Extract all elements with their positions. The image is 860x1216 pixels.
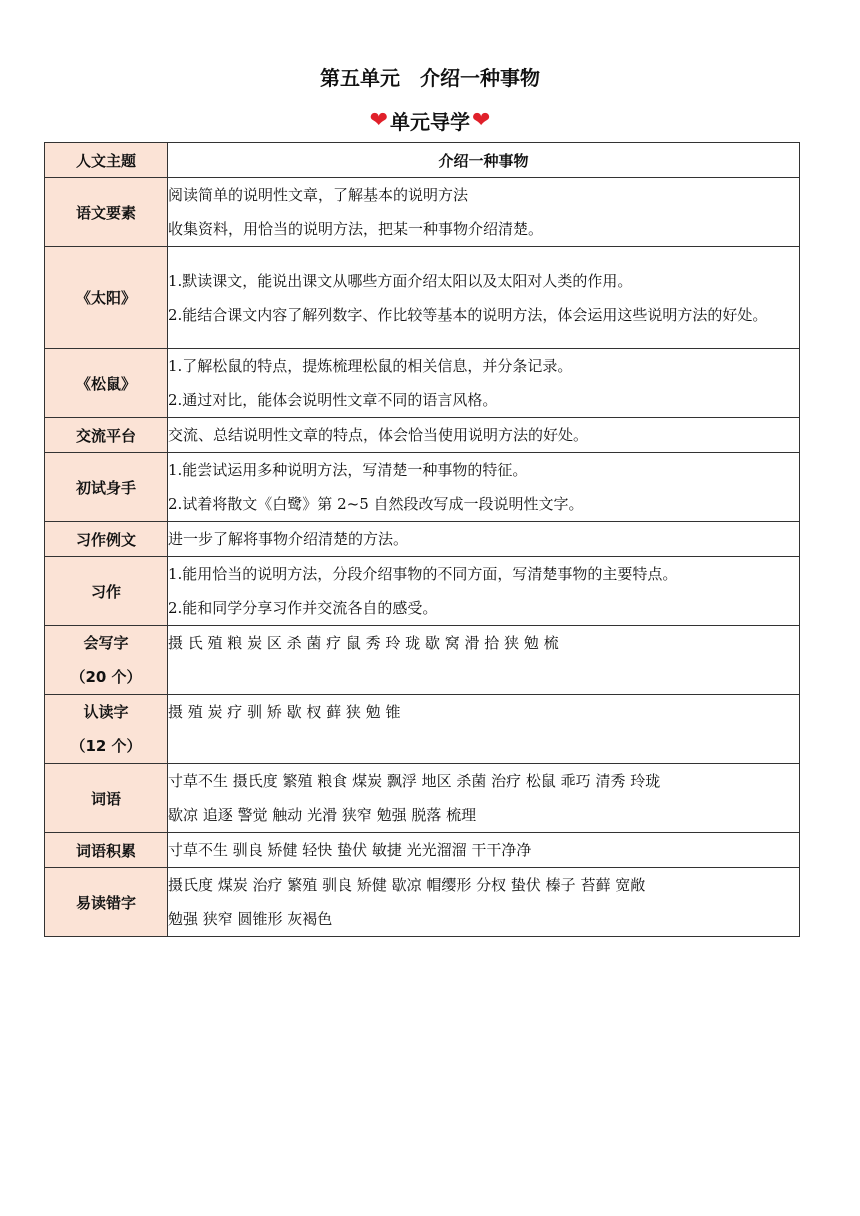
content-line: 2.通过对比，能体会说明性文章不同的语言风格。 <box>168 391 498 409</box>
row-label: 初试身手 <box>45 453 168 522</box>
content-line: 1.了解松鼠的特点，提炼梳理松鼠的相关信息，并分条记录。 <box>168 357 573 375</box>
row-content <box>168 143 800 178</box>
content-line: 交流、总结说明性文章的特点，体会恰当使用说明方法的好处。 <box>168 426 589 444</box>
table-row <box>45 522 800 557</box>
row-label-count: （20 个） <box>70 668 142 686</box>
content-line: 2.能结合课文内容了解列数字、作比较等基本的说明方法，体会运用这些说明方法的好处。 <box>168 305 768 324</box>
row-content <box>168 833 800 868</box>
content-line: 收集资料，用恰当的说明方法，把某一种事物介绍清楚。 <box>168 220 544 238</box>
row-label <box>45 695 168 764</box>
content-line: 1.能用恰当的说明方法，分段介绍事物的不同方面，写清楚事物的主要特点。 <box>168 565 678 583</box>
row-content <box>168 626 800 695</box>
content-line: 2.试着将散文《白鹭》第 2~5 自然段改写成一段说明性文字。 <box>168 495 584 513</box>
table-row <box>45 178 800 247</box>
table-row <box>45 833 800 868</box>
content-line: 介绍一种事物 <box>438 151 529 170</box>
content-line: 摄 氏 殖 粮 炭 区 杀 菌 疗 鼠 秀 玲 珑 歇 窝 滑 拾 狭 勉 梳 <box>168 634 559 652</box>
row-label: 习作 <box>45 557 168 626</box>
unit-guide-table <box>44 142 800 937</box>
row-content <box>168 695 800 764</box>
row-label: 《松鼠》 <box>45 349 168 418</box>
row-label: 词语积累 <box>45 833 168 868</box>
row-label-count: （12 个） <box>70 737 142 755</box>
subtitle-text: 单元导学 <box>390 110 470 134</box>
row-content <box>168 247 800 349</box>
row-label: 人文主题 <box>45 143 168 178</box>
table-row <box>45 143 800 178</box>
content-line: 摄氏度 煤炭 治疗 繁殖 驯良 矫健 歇凉 帽缨形 分杈 蛰伏 榛子 苔藓 宽敞 <box>168 876 646 894</box>
row-content <box>168 453 800 522</box>
row-label: 习作例文 <box>45 522 168 557</box>
row-label: 语文要素 <box>45 178 168 247</box>
row-label: 词语 <box>45 764 168 833</box>
row-content <box>168 522 800 557</box>
row-content <box>168 764 800 833</box>
table-row <box>45 695 800 764</box>
row-content <box>168 178 800 247</box>
table-row <box>45 626 800 695</box>
row-content <box>168 868 800 937</box>
content-line: 寸草不生 驯良 矫健 轻快 蛰伏 敏捷 光光溜溜 干干净净 <box>168 841 532 859</box>
content-line: 勉强 狭窄 圆锥形 灰褐色 <box>168 910 333 928</box>
content-line: 1.能尝试运用多种说明方法，写清楚一种事物的特征。 <box>168 461 528 479</box>
content-line: 阅读简单的说明性文章，了解基本的说明方法 <box>168 186 469 204</box>
table-row <box>45 764 800 833</box>
row-label: 易读错字 <box>45 868 168 937</box>
content-line: 1.默读课文，能说出课文从哪些方面介绍太阳以及太阳对人类的作用。 <box>168 271 633 290</box>
table-row <box>45 868 800 937</box>
content-line: 摄 殖 炭 疗 驯 矫 歇 杈 藓 狭 勉 锥 <box>168 703 401 721</box>
table-row <box>45 349 800 418</box>
heart-icon: ❤ <box>369 107 388 133</box>
row-content <box>168 557 800 626</box>
row-label-main: 认读字 <box>83 703 129 721</box>
row-label: 交流平台 <box>45 418 168 453</box>
table-row <box>45 247 800 349</box>
content-line: 2.能和同学分享习作并交流各自的感受。 <box>168 599 438 617</box>
table-row <box>45 453 800 522</box>
content-line: 歇凉 追逐 警觉 触动 光滑 狭窄 勉强 脱落 梳理 <box>168 806 477 824</box>
table-row <box>45 557 800 626</box>
heart-icon: ❤ <box>472 107 491 133</box>
row-label <box>45 626 168 695</box>
page-title: 第五单元 介绍一种事物 <box>320 66 540 90</box>
row-content <box>168 418 800 453</box>
row-label: 《太阳》 <box>45 247 168 349</box>
row-label-main: 会写字 <box>83 634 129 652</box>
content-line: 寸草不生 摄氏度 繁殖 粮食 煤炭 飘浮 地区 杀菌 治疗 松鼠 乖巧 清秀 玲珑 <box>168 772 661 790</box>
row-content <box>168 349 800 418</box>
page-subtitle <box>0 106 860 135</box>
table-row <box>45 418 800 453</box>
content-line: 进一步了解将事物介绍清楚的方法。 <box>168 530 409 548</box>
